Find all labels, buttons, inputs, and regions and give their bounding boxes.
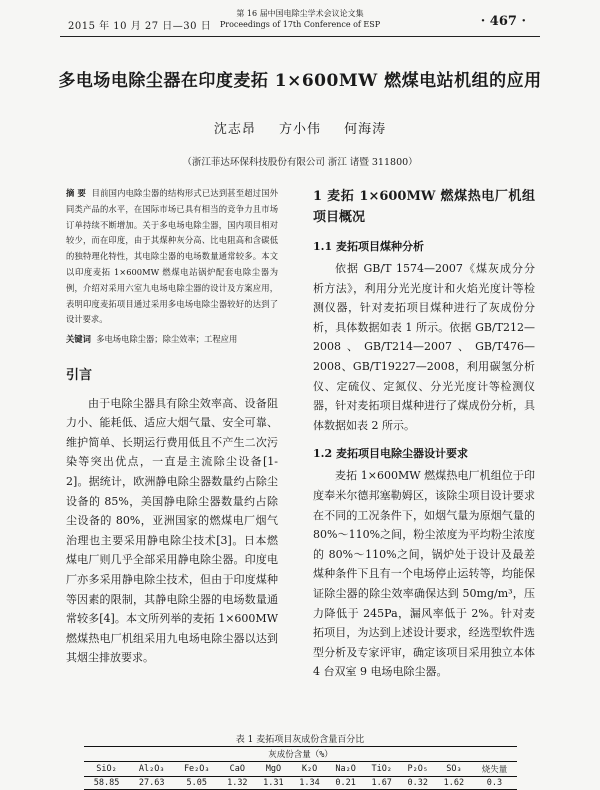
keywords-text: 多电场电除尘器；除尘效率；工程应用 bbox=[96, 334, 238, 345]
table-column-header: MgO bbox=[255, 762, 291, 777]
abstract-text: 目前国内电除尘器的结构形式已达到甚至超过国外同类产品的水平，在国际市场已具有相当的竞争力且市场订单持续不断增加。关于多电场电除尘器，国内项目相对较少，而在印度，由于其煤种灰分高、比电阻高和含碳低的独特理化特性，其电除尘器的电场数量通常较多。本文以印度麦拓 1×600MW 燃煤电站锅炉配套电除尘器为例，介绍对采用六室九电场电除尘器的设计及方案应用，表明印度麦拓项目通过采用多电场电除尘器较好的达到了设计要求。 bbox=[66, 188, 278, 325]
author-name: 何海涛 bbox=[344, 122, 387, 137]
table-column-header: CaO bbox=[219, 762, 255, 777]
affiliation: （浙江菲达环保科技股份有限公司 浙江 诸暨 311800） bbox=[182, 157, 418, 168]
table-column-header: SiO₂ bbox=[84, 762, 129, 777]
running-header bbox=[0, 0, 600, 40]
section-1-1-heading: 1.1 麦拓项目煤种分析 bbox=[313, 240, 424, 253]
header-conference-en: Proceedings of 17th Conference of ESP bbox=[219, 20, 381, 29]
table-cell: 1.34 bbox=[291, 777, 327, 790]
section-1-1-paragraph: 依据 GB/T 1574—2007《煤灰成分分析方法》，利用分光光度计和火焰光度计等检测仪器，针对麦拓项目煤种进行了灰成份分析，具体数据如表 1 所示。依据 GB/T212—2008、GB/T214—2007、GB/T476—2008、GB/T19227—2008，利用碳氢分析仪、定硫仪、定氮仪、分光光度计等检测仪器，针对麦拓项目煤种进行了煤成份分析，具体数据如表 2 所示。 bbox=[313, 262, 535, 432]
table-column-header: Fe₂O₃ bbox=[174, 762, 219, 777]
abstract-label: 摘 要 bbox=[66, 188, 87, 198]
table-cell: 27.63 bbox=[129, 777, 174, 790]
table-cell: 1.32 bbox=[219, 777, 255, 790]
paper-title: 多电场电除尘器在印度麦拓 1×600MW 燃煤电站机组的应用 bbox=[58, 71, 542, 91]
table-cell: 1.67 bbox=[364, 777, 400, 790]
page-number: · 467 · bbox=[480, 14, 526, 29]
table-cell: 0.21 bbox=[328, 777, 364, 790]
right-column bbox=[313, 186, 535, 682]
table-cell: 1.31 bbox=[255, 777, 291, 790]
header-conference-cn: 第 16 届中国电除尘学术会议论文集 bbox=[236, 9, 364, 18]
section-1-heading: 1 麦拓 1×600MW 燃煤热电厂机组项目概况 bbox=[313, 189, 535, 225]
author-name: 方小伟 bbox=[278, 122, 321, 137]
keywords bbox=[66, 332, 278, 348]
intro-heading: 引言 bbox=[66, 367, 93, 383]
table-row bbox=[84, 777, 517, 790]
table-column-header: K₂O bbox=[291, 762, 327, 777]
table-cell: 0.3 bbox=[472, 777, 517, 790]
header-date: 2015 年 10 月 27 日—30 日 bbox=[68, 21, 212, 32]
table-cell: 1.62 bbox=[436, 777, 472, 790]
left-column bbox=[66, 186, 278, 668]
section-1-2-paragraph: 麦拓 1×600MW 燃煤热电厂机组位于印度奉米尔德邦塞勒姆区，该除尘项目设计要求在不同的工况条件下，如烟气量为原烟气量的 80%～110%之间，粉尘浓度为平均粉尘浓度的 80%～110%之间，锅炉处于设计及最差煤种条件下且有一个电场停止运转等，均能保证除尘器的除尘效率确保达到 50mg/m³，压力降低于 245Pa，漏风率低于 2%。针对麦拓项目，为达到上述设计要求，经选型软件选型分析及专家评审，确定该项目采用独立本体 4 台双室 9 电场电除尘器。 bbox=[313, 469, 535, 679]
table-group-header: 灰成份含量（%） bbox=[84, 747, 517, 762]
abstract bbox=[66, 186, 278, 328]
keywords-label: 关键词 bbox=[66, 334, 91, 345]
table-column-header: TiO₂ bbox=[364, 762, 400, 777]
table-column-header: P₂O₅ bbox=[400, 762, 436, 777]
table-cell: 5.05 bbox=[174, 777, 219, 790]
section-1-2-heading: 1.2 麦拓项目电除尘器设计要求 bbox=[313, 447, 468, 461]
table-1-caption: 表 1 麦拓项目灰成份含量百分比 bbox=[235, 735, 365, 745]
table-column-header: SO₃ bbox=[436, 762, 472, 777]
table-1 bbox=[84, 746, 517, 790]
author-name: 沈志昂 bbox=[213, 122, 256, 137]
header-rule bbox=[60, 36, 540, 37]
table-column-header: Al₂O₃ bbox=[129, 762, 174, 777]
table-cell: 58.85 bbox=[84, 777, 129, 790]
table-column-header: 烧失量 bbox=[472, 762, 517, 777]
table-column-header: Na₂O bbox=[328, 762, 364, 777]
author-list bbox=[0, 118, 600, 137]
table-cell: 0.32 bbox=[400, 777, 436, 790]
intro-paragraph: 由于电除尘器具有除尘效率高、设备阻力小、能耗低、适应大烟气量、安全可靠、维护简单、长期运行费用低且不产生二次污染等突出优点，一直是主流除尘设备[1-2]。据统计，欧洲静电除尘器数量约占除尘设备的 85%，美国静电除尘器数量约占除尘设备的 80%，亚洲国家的燃煤电厂烟气治理也主要采用静电除尘技术[3]。日本燃煤电厂则几乎全部采用静电除尘器。印度电厂亦多采用静电除尘技术，但由于印度煤种等因素的限制，其静电除尘器的电场数量通常较多[4]。本文所列举的麦拓 1×600MW 燃煤热电厂机组采用九电场电除尘器以达到其烟尘排放要求。 bbox=[66, 396, 278, 665]
